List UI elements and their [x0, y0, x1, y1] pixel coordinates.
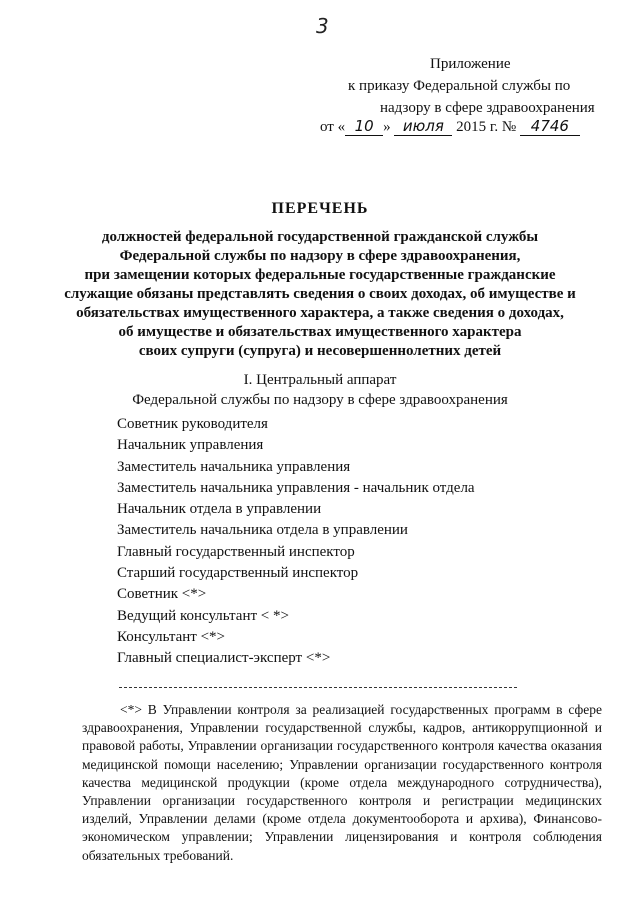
title-line: об имуществе и обязательствах имущественного характера [118, 324, 522, 340]
list-item: Заместитель начальника управления - начальник отдела [117, 479, 475, 496]
order-date-line [320, 118, 580, 136]
section-title: I. Центральный аппарат [243, 372, 397, 388]
title-line: должностей федеральной государственной гражданской службы [101, 229, 539, 245]
year-suffix: 2015 г. № [456, 119, 517, 135]
title-line: обязательствах имущественного характера, а также сведения о доходах, [76, 305, 564, 321]
list-item: Ведущий консультант < *> [117, 607, 289, 624]
list-item: Консультант <*> [117, 628, 225, 645]
footnote-divider [119, 687, 517, 688]
positions-list [117, 414, 475, 670]
appendix-supervision: надзору в сфере здравоохранения [380, 100, 595, 116]
list-item: Начальник отдела в управлении [117, 501, 322, 518]
footnote: <*> В Управлении контроля за реализацией государственных программ в сфере здравоохранения, Управлении государственной службы, кадров, антикоррупционной и правовой работы, Управлении организации государственного контроля качества оказания медицинской помощи населению; Управлении организации государственного контроля качества медицинской продукции (кроме отдела международного сотрудничества), Управлении организации государственного контроля и регистрации медицинских изделий, Управлении делами (кроме отдела документооборота и архива), Финансово-экономическом управлении; Управлении лицензирования и контроля соблюдения обязательных требований. [82, 702, 602, 863]
list-item: Начальник управления [117, 437, 264, 454]
title-line: Федеральной службы по надзору в сфере здравоохранения, [119, 248, 521, 264]
page-number: 3 [316, 14, 329, 38]
title-line: при замещении которых федеральные государственные гражданские [84, 267, 556, 283]
title-line: служащие обязаны представлять сведения о своих доходах, об имуществе и [64, 286, 576, 302]
date-prefix: от « [320, 119, 346, 135]
handwritten-order-number: 4746 [520, 118, 580, 136]
appendix-order-ref: к приказу Федеральной службы по [348, 78, 571, 94]
list-item: Главный государственный инспектор [117, 543, 355, 560]
section-subtitle: Федеральной службы по надзору в сфере здравоохранения [132, 392, 508, 408]
section-heading [40, 370, 600, 410]
appendix-label: Приложение [430, 56, 511, 72]
title-line: своих супруги (супруга) и несовершеннолетних детей [138, 343, 502, 359]
list-item: Заместитель начальника управления [117, 458, 351, 475]
list-item: Советник <*> [117, 586, 207, 603]
date-mid: » [383, 119, 391, 135]
list-item: Главный специалист-эксперт <*> [117, 650, 331, 667]
handwritten-month: июля [394, 118, 452, 136]
list-item: Заместитель начальника отдела в управлении [117, 522, 408, 539]
title-block [40, 200, 600, 361]
handwritten-day: 10 [345, 118, 383, 136]
list-item: Старший государственный инспектор [117, 565, 359, 582]
document-title: ПЕРЕЧЕНЬ [271, 200, 369, 217]
list-item: Советник руководителя [117, 416, 268, 432]
